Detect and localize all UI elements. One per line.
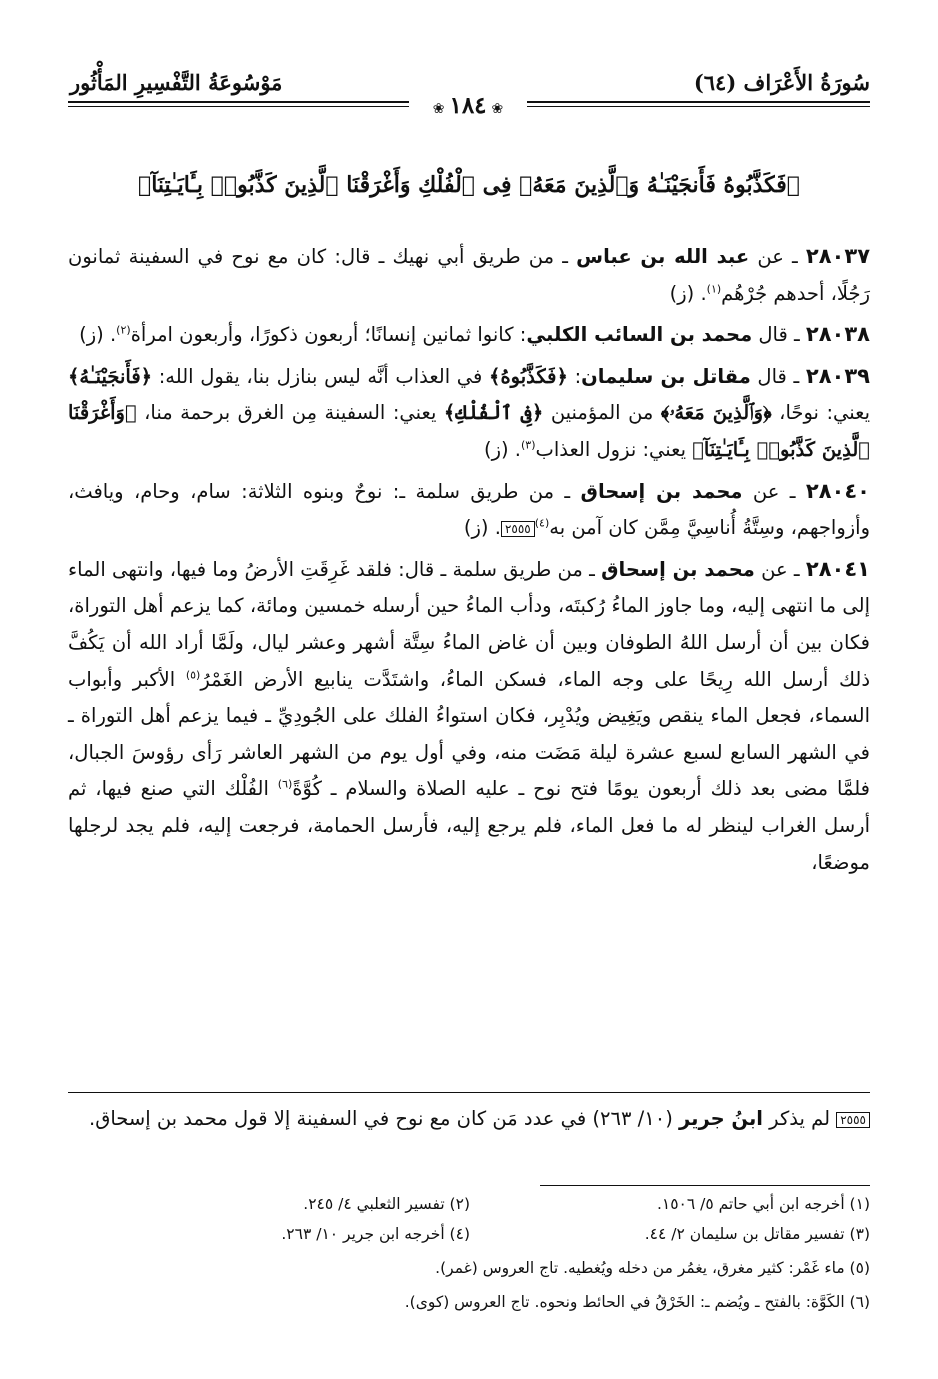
note-text: (١٠/ ٢٦٣) في عدد مَن كان مع نوح في السفينة إلا قول محمد بن إسحاق. [89,1107,679,1130]
entry-28037 [68,238,870,312]
entry-28038 [68,316,870,354]
page-number: ١٨٤ [449,92,487,119]
entry-text: يعني: نوحًا، [771,401,870,425]
narrator-name: مقاتل بن سليمان [581,364,751,388]
entry-text: ـ قال [752,323,806,347]
narrator-name: محمد بن السائب الكلبي [526,323,753,347]
footnote-ref: (٥) [185,668,201,682]
ornament-icon: ❀ [491,101,504,117]
entry-text: يعني: السفينة مِن الغرق برحمة منا، [136,401,444,425]
entry-text: يعني: نزول العذاب [535,437,693,461]
entry-number: ٢٨٠٤١ [805,556,870,581]
ornament-icon: ❀ [432,101,445,117]
entry-28039 [68,358,870,469]
entry-text: ـ قال [750,364,806,388]
entry-text: . (ز) [483,437,521,461]
quran-quote: ﴿فَكَذَّبُوهُ﴾ [489,364,568,388]
entry-text: : كانوا ثمانين إنسانًا؛ أربعون ذكورًا، وأربعون امرأة [130,323,527,347]
entry-number: ٢٨٠٣٨ [805,322,870,347]
main-text [68,238,870,885]
entry-number: ٢٨٠٣٩ [805,363,870,388]
footnote-ref: (٣) [521,438,536,452]
quran-verse: ﴿فَكَذَّبُوهُ فَأَنجَيْنَـٰهُ وَٱلَّذِينَ مَعَهُۥ فِى ٱلْفُلْكِ وَأَغْرَقْنَا ٱلَّذِينَ كَذَّبُوا۟ بِـَٔايَـٰتِنَآ﴾ [138,172,800,198]
entry-text: الفُلْك التي صنع فيها، ثم أرسل الغراب لينظر له ما فعل الماء، فلم يرجع إليه، فأرسل الحمامة، فرجعت إليه، فلم يجد لرجلها موضعًا، [68,777,870,874]
footnote-5: (٥) ماء غَمْر: كثير مغرق، يغمُر من دخله ويُغطيه. تاج العروس (غمر). [435,1259,870,1277]
entry-28040 [68,473,870,547]
footnotes-divider [540,1185,870,1186]
footnote-6: (٦) الكَوَّة: بالفتح ـ ويُضم ـ: الخَرْقُ في الحائط ونحوه. تاج العروس (كوى). [404,1293,870,1311]
entry-text: ـ من طريق أبي نهيك ـ قال: كان مع نوح في السفينة ثمانون رَجُلًا، أحدهم جُرْهُم [68,245,870,305]
commentary-note [68,1101,870,1136]
commentary-box-label: ٢٥٥٥ [836,1112,870,1128]
entry-text: ـ من طريق سلمة ـ قال: فلقد غَرِقَتِ الأرضُ وما فيها، وانتهى الماء إلى ما انتهى إليه، وما جاوز الماءُ رُكبتَه، ودأب الماءُ حين أرسله خمسين ومائة، كما يزعم أهل التوراة، فكان بين أن أرسل اللهُ الطوفان وبين أن غاض الماءُ سِتَّة أشهر وعشر ليال، ولَمَّا أراد الله أن يَكُفَّ ذلك أرسل الله رِيحًا على وجه الماء، فسكن الماءُ، واشتَدَّت ينابيع الأرض الغَمْرُ [68,557,871,691]
footnote-ref: (١) [706,282,722,296]
footnote-2: (٢) تفسير الثعلبي ٤/ ٢٤٥. [303,1195,470,1213]
footnote-ref: (٤) [534,516,550,530]
entry-text: . (ز) [669,281,707,305]
commentary-divider [68,1092,870,1093]
entry-28041 [68,551,870,881]
narrator-name: محمد بن إسحاق [601,557,755,581]
surah-header: سُورَةُ الأَعْرَاف (٦٤) [693,70,870,95]
commentary-box-ref: ٢٥٥٥ [501,521,535,537]
entry-text: . (ز) [463,516,501,540]
entry-text: ـ من طريق سلمة ـ: نوحٌ وبنوه الثلاثة: سام، وحام، ويافث، وأزواجهم، وسِتَّةُ أُناسِيَّ مِمَّن كان آمن به [68,479,870,540]
entry-text: ـ عن [754,557,806,581]
entry-text: من المؤمنين [543,401,661,425]
entry-text: ـ عن [749,245,806,268]
entry-text: ـ عن [742,479,806,503]
narrator-name: عبد الله بن عباس [576,245,750,268]
quran-quote: ﴿فَأَنجَيْنَـٰهُ﴾ [68,364,153,388]
footnote-4: (٤) أخرجه ابن جرير ١٠/ ٢٦٣. [281,1225,470,1243]
note-text: لم يذكر [762,1107,837,1130]
narrator-name: محمد بن إسحاق [580,479,743,503]
footnote-ref: (٦) [277,777,293,791]
entry-text: . (ز) [79,323,117,347]
footnote-3: (٣) تفسير مقاتل بن سليمان ٢/ ٤٤. [644,1225,870,1243]
entry-text: في العذاب أنَّه ليس بنازل بنا، يقول الله: [152,364,490,388]
quran-quote: ﴿وَأَغْرَقْنَا ٱلَّذِينَ كَذَّبُوا۟ بِـَٔايَـٰتِنَآ﴾ [68,401,870,461]
footnote-ref: (٢) [116,323,131,337]
encyclopedia-header: مَوْسُوعَةُ التَّفْسِيرِ المَأْثُور [70,70,283,95]
quran-quote: ﴿وَٱلَّذِينَ مَعَهُۥ﴾ [660,401,772,425]
entry-number: ٢٨٠٤٠ [805,478,870,503]
page-number-box [409,92,527,120]
footnote-1: (١) أخرجه ابن أبي حاتم ٥/ ١٥٠٦. [656,1195,870,1213]
entry-text: : [567,364,582,388]
quran-quote: ﴿فِى ٱلْفُلْكِ﴾ [443,401,544,425]
entry-number: ٢٨٠٣٧ [805,244,871,268]
cited-author: ابنُ جرير [679,1107,763,1130]
entry-text: الأكبر وأبواب السماء، فجعل الماء ينقص ويَغِيض ويُدْبِر، فكان استواءُ الفلك على الجُودِيِّ ـ فيما يزعم أهل التوراة ـ في الشهر السابع لسبع عشرة ليلة مَضَت منه، وفي أول يوم من الشهر العاشر رَأى رؤوسَ الجبال، فلمَّا مضى بعد ذلك أربعون يومًا فتح نوح ـ عليه الصلاة والسلام ـ كُوَّةً [68,667,870,801]
